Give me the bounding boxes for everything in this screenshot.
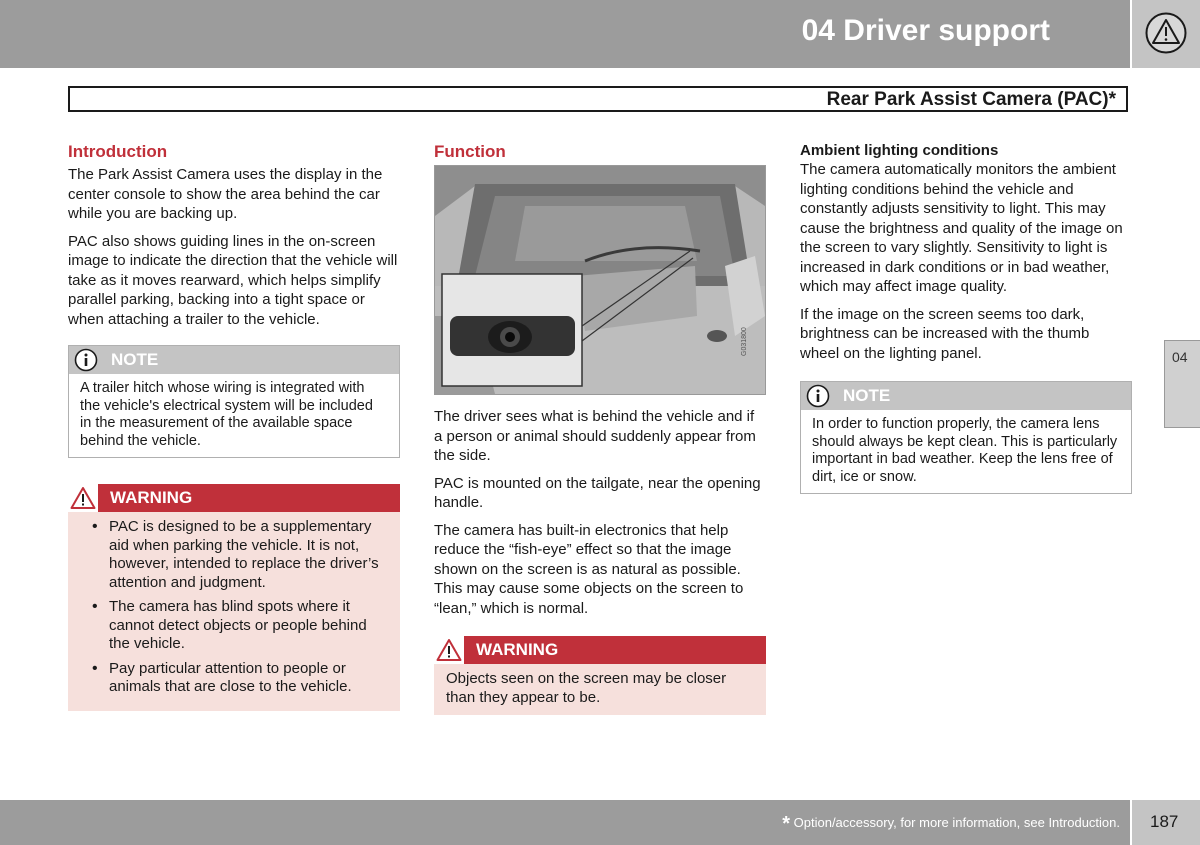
chapter-tab[interactable]	[1164, 340, 1200, 428]
footnote	[782, 813, 1120, 836]
chapter-tab-label: 04	[1172, 349, 1188, 365]
warning-triangle-icon	[70, 486, 96, 510]
intro-paragraph: PAC also shows guiding lines in the on-screen image to indicate the direction that the vehicle will take as it moves rearward, which helps simplify parallel parking, backing into a tight space or when attaching a trailer to the vehicle.	[68, 232, 398, 328]
section-title-bar	[68, 86, 1128, 112]
section-title: Rear Park Assist Camera (PAC)*	[826, 89, 1116, 110]
page-number-box	[1132, 800, 1200, 845]
chapter-title: 04 Driver support	[801, 14, 1050, 47]
ambient-paragraph: The camera automatically monitors the ambient lighting conditions behind the vehicle and constantly adjusts sensitivity to light. This may cause the brightness and quality of the image on the screen to vary slightly. Sensitivity to light is increased in dark conditions or in bad weather, which may affect image quality.	[800, 161, 1123, 295]
function-paragraph: PAC is mounted on the tailgate, near the opening handle.	[434, 474, 761, 511]
warning-body	[68, 512, 400, 711]
warning-list-item: • Pay particular attention to people or animals that are close to the vehicle.	[80, 660, 388, 697]
warning-triangle-icon	[1145, 12, 1187, 54]
note-header	[801, 382, 1131, 410]
column-introduction	[68, 142, 400, 711]
footnote-text: Option/accessory, for more information, see Introduction.	[793, 815, 1120, 830]
warning-label: WARNING	[110, 488, 193, 507]
note-header	[69, 346, 399, 374]
image-code: G031800	[741, 327, 748, 356]
function-heading: Function	[434, 142, 506, 161]
note-box	[800, 381, 1132, 494]
warning-box	[68, 484, 400, 711]
column-ambient-lighting	[800, 142, 1132, 494]
note-text: A trailer hitch whose wiring is integrated with the vehicle's electrical system will be included in the measurement of the available space behind the vehicle.	[80, 380, 373, 449]
note-text: In order to function properly, the camera lens should always be kept clean. This is particularly important in bad weather. Keep the lens free of dirt, ice or snow.	[812, 416, 1118, 485]
warning-box	[434, 636, 766, 715]
info-icon	[74, 348, 98, 372]
note-label: NOTE	[843, 386, 891, 405]
warning-header	[434, 636, 766, 664]
tailgate-camera-image	[435, 166, 765, 394]
ambient-lighting-heading: Ambient lighting conditions	[800, 142, 999, 159]
function-paragraph: The camera has built-in electronics that help reduce the “fish-eye” effect so that the image shown on the screen is as natural as possible. This may cause some objects on the screen to “lean,” which is normal.	[434, 521, 744, 617]
camera-location-illustration	[434, 165, 766, 395]
info-icon	[806, 384, 830, 408]
warning-list-item: • PAC is designed to be a supplementary aid when parking the vehicle. It is not, however, intended to replace the driver’s attention and judgment.	[80, 518, 388, 592]
footnote-star: *	[782, 813, 791, 835]
intro-paragraph: The Park Assist Camera uses the display in the center console to show the area behind the car while you are backing up.	[68, 166, 383, 222]
warning-corner-box	[1132, 0, 1200, 68]
warning-label: WARNING	[476, 640, 559, 659]
warning-triangle-icon	[436, 638, 462, 662]
footer-bar	[0, 800, 1130, 845]
introduction-heading: Introduction	[68, 142, 168, 161]
warning-list	[80, 518, 388, 697]
function-paragraph: The driver sees what is behind the vehicle and if a person or animal should suddenly appear from the side.	[434, 408, 756, 464]
chapter-header-bar	[0, 0, 1130, 68]
ambient-paragraph: If the image on the screen seems too dark, brightness can be increased with the thumb wheel on the lighting panel.	[800, 305, 1090, 362]
note-box	[68, 345, 400, 458]
warning-list-item: • The camera has blind spots where it cannot detect objects or people behind the vehicle.	[80, 598, 388, 654]
column-function	[434, 142, 766, 715]
warning-text: Objects seen on the screen may be closer than they appear to be.	[446, 670, 727, 706]
warning-header	[68, 484, 400, 512]
page-number: 187	[1150, 812, 1179, 831]
note-label: NOTE	[111, 350, 159, 369]
